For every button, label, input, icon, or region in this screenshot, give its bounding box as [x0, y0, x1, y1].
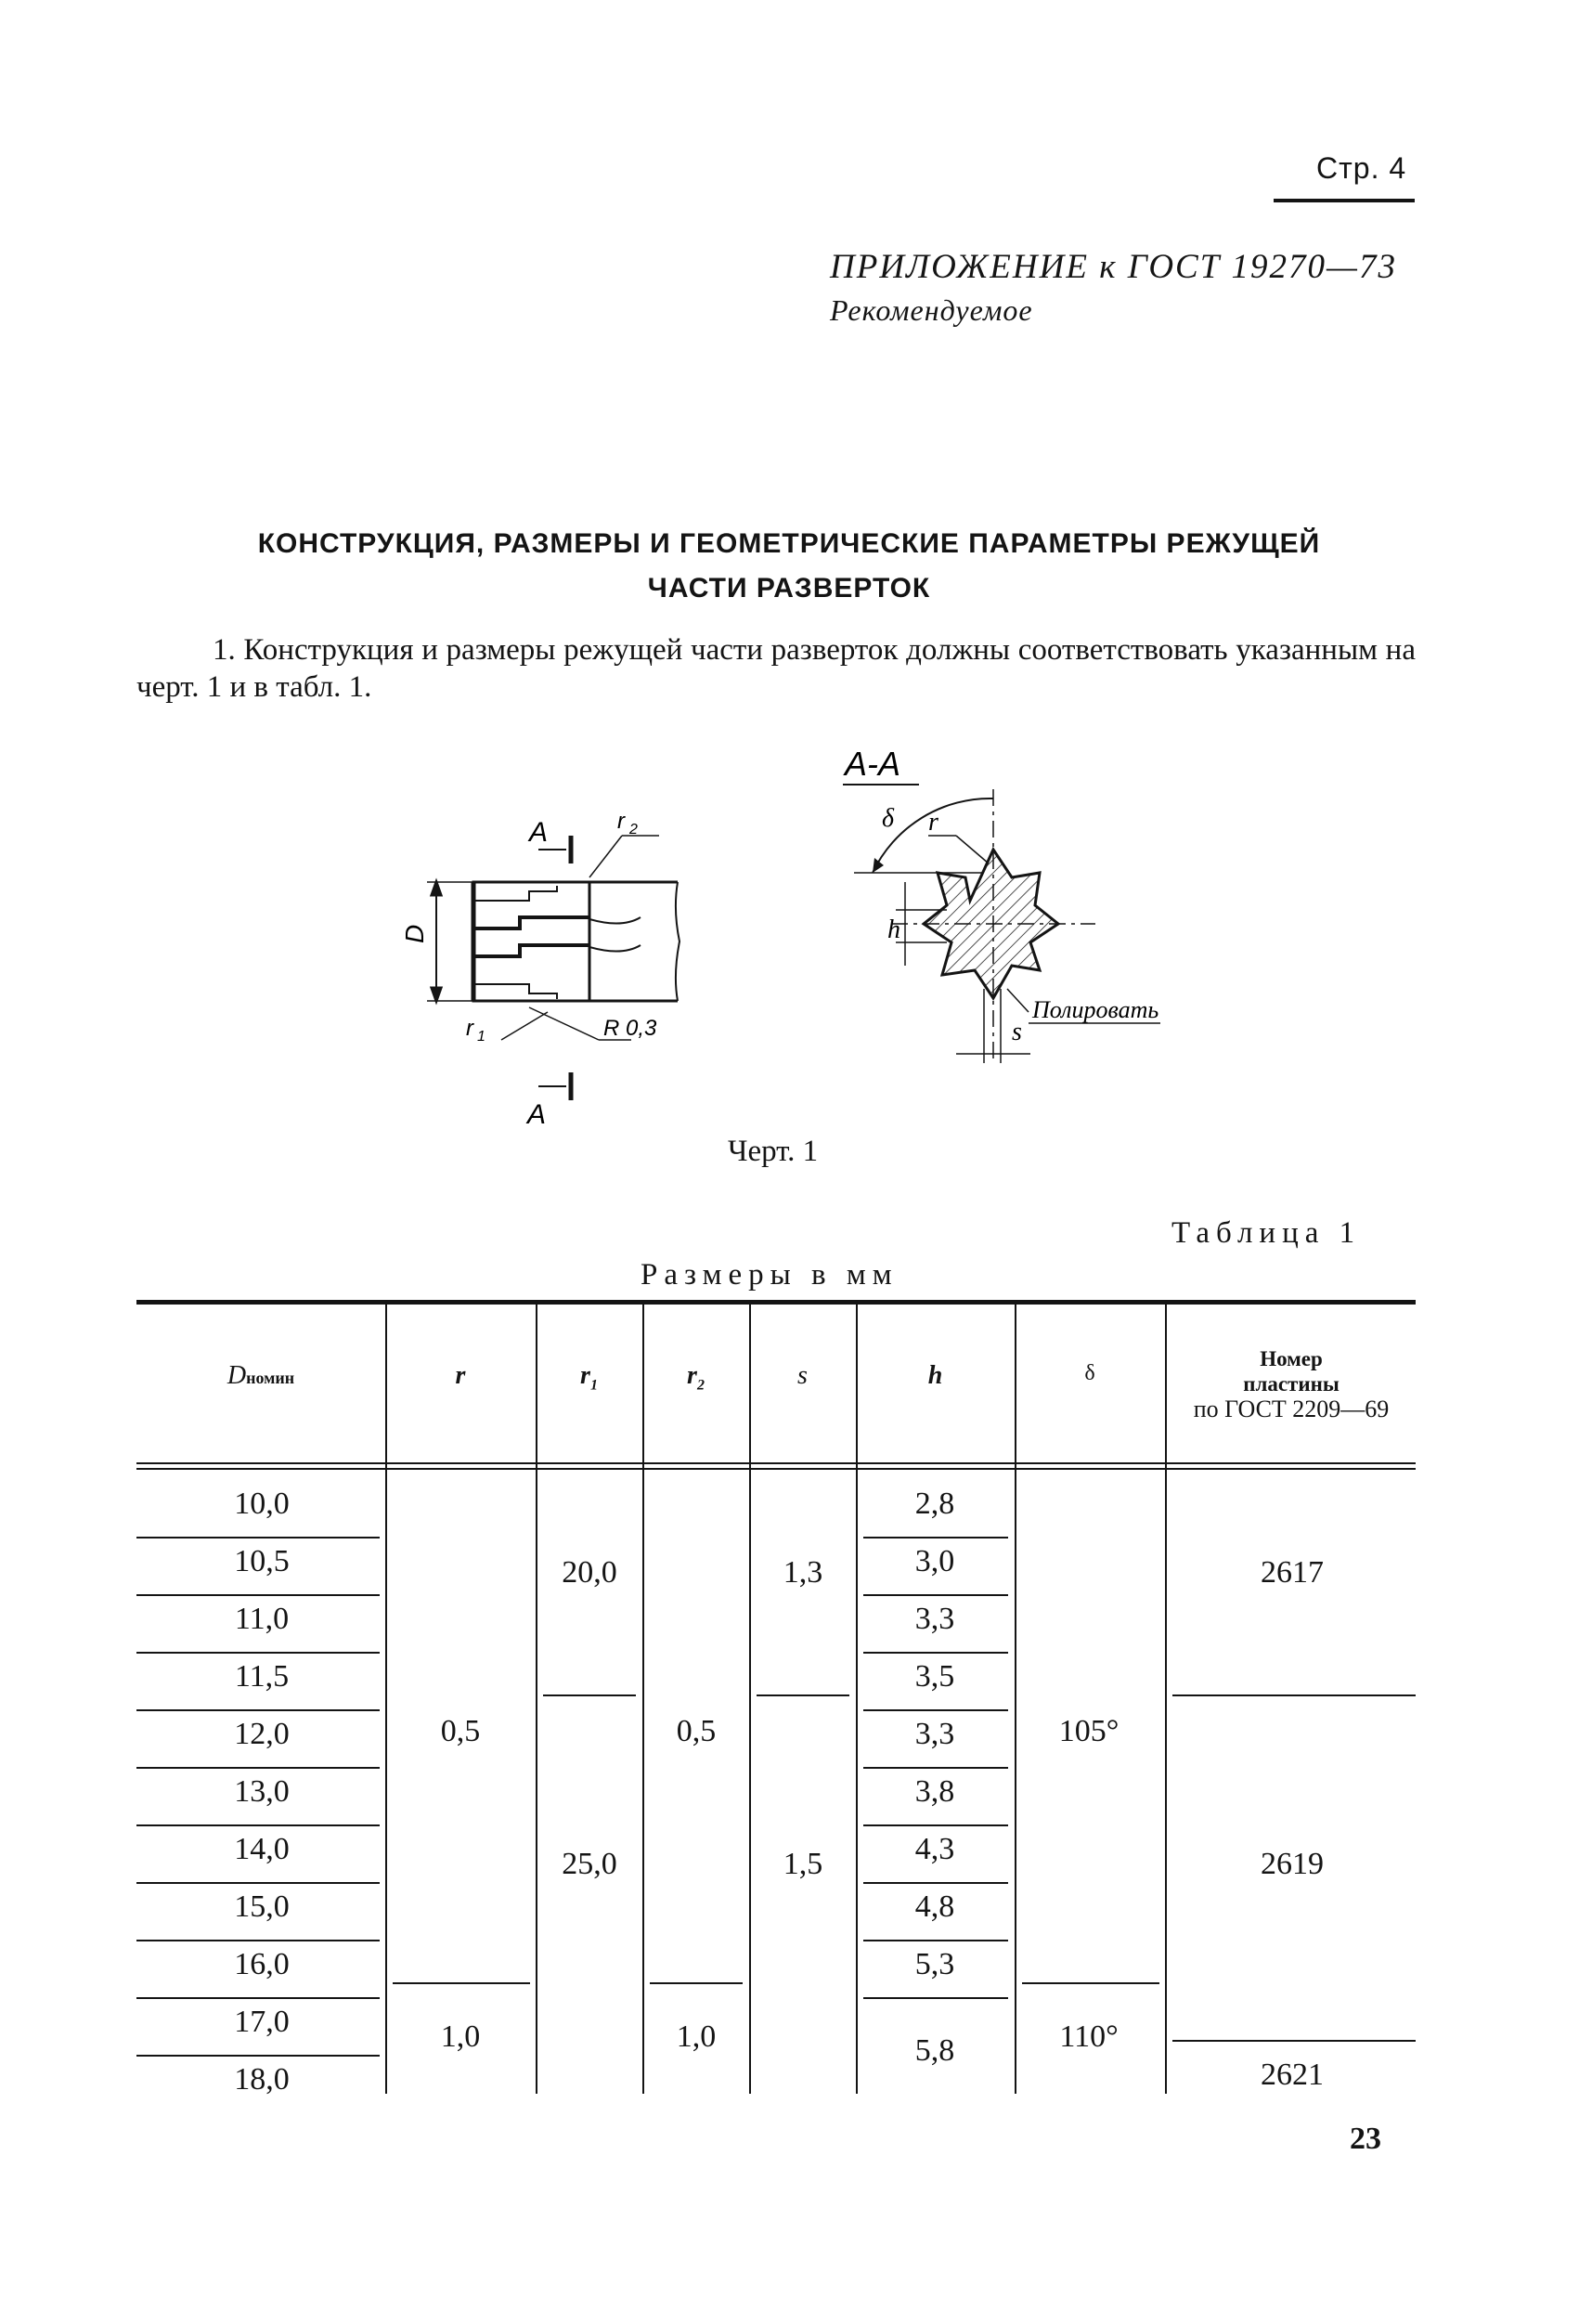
- row-rule: [863, 1767, 1008, 1769]
- label-h: h: [887, 915, 900, 944]
- h-value-cell: 3,3: [914, 1602, 955, 1636]
- h-value-cell: 5,8: [914, 2033, 955, 2068]
- r1-group-2: 25,0: [562, 1847, 617, 1881]
- group-rule-plate: [1172, 1694, 1416, 1696]
- column-divider: [1015, 1305, 1016, 2094]
- section-title-line-1: КОНСТРУКЦИЯ, РАЗМЕРЫ И ГЕОМЕТРИЧЕСКИЕ ПАРАМЕТРЫ РЕЖУЩЕЙ: [257, 528, 1321, 559]
- page-number-rule: [1274, 199, 1415, 202]
- page-number: Стр. 4: [1316, 151, 1407, 185]
- plate-group-3: 2621: [1261, 2058, 1324, 2092]
- header-plate-line-3: по ГОСТ 2209—69: [1193, 1396, 1390, 1422]
- table-units: Размеры в мм: [641, 1258, 899, 1292]
- d-value-cell: 16,0: [234, 1947, 290, 1981]
- header-r1: [536, 1361, 642, 1395]
- d-value-cell: 10,5: [234, 1544, 290, 1578]
- column-divider: [536, 1305, 537, 2094]
- d-value-cell: 11,5: [234, 1659, 290, 1694]
- s-group-1: 1,3: [783, 1555, 823, 1590]
- group-rule-s: [757, 1694, 849, 1696]
- row-rule: [863, 1882, 1008, 1884]
- group-rule-delta: [1022, 1982, 1159, 1984]
- d-value-cell: 18,0: [234, 2062, 290, 2097]
- header-plate-line-1: Номер: [1260, 1347, 1323, 1370]
- delta-group-1: 105°: [1058, 1714, 1120, 1748]
- h-value-cell: 2,8: [914, 1487, 955, 1521]
- delta-group-2: 110°: [1059, 2019, 1119, 2054]
- header-delta: δ: [1084, 1361, 1095, 1385]
- r-group-1: 0,5: [440, 1714, 481, 1748]
- d-value-cell: 17,0: [234, 2005, 290, 2039]
- label-section-a-top: A: [529, 817, 549, 848]
- section-title: [149, 522, 1430, 611]
- d-value-cell: 10,0: [234, 1487, 290, 1521]
- s-group-2: 1,5: [783, 1847, 823, 1881]
- row-rule: [863, 1652, 1008, 1654]
- row-rule: [136, 1652, 380, 1654]
- header-s: s: [797, 1361, 808, 1390]
- section-title-line-2: ЧАСТИ РАЗВЕРТОК: [647, 573, 931, 604]
- row-rule: [863, 1537, 1008, 1539]
- header-r2: [642, 1361, 749, 1395]
- header-rule-1: [136, 1462, 1416, 1464]
- row-rule: [136, 1537, 380, 1539]
- row-rule: [136, 1882, 380, 1884]
- column-divider: [749, 1305, 751, 2094]
- h-value-cell: 4,3: [914, 1832, 955, 1866]
- header-rule-2: [136, 1468, 1416, 1470]
- reamer-side-view-drawing: [381, 789, 752, 1142]
- header-r1-sub: 1: [589, 1377, 598, 1394]
- row-rule: [136, 1767, 380, 1769]
- header-d-sub: номин: [246, 1369, 295, 1387]
- row-rule: [136, 1824, 380, 1826]
- plate-group-1: 2617: [1261, 1555, 1324, 1590]
- label-polish: Полировать: [1032, 996, 1159, 1023]
- header-d-main: D: [226, 1361, 247, 1390]
- column-divider: [856, 1305, 858, 2094]
- header-r2-sub: 2: [696, 1377, 705, 1394]
- row-rule: [136, 2055, 380, 2057]
- row-rule: [136, 1940, 380, 1941]
- h-value-cell: 3,3: [914, 1717, 955, 1751]
- label-r: r: [466, 1016, 473, 1041]
- d-value-cell: 13,0: [234, 1774, 290, 1809]
- d-value-cell: 11,0: [234, 1602, 290, 1636]
- row-rule: [863, 1940, 1008, 1941]
- label-d: D: [400, 924, 429, 943]
- body-paragraph: 1. Конструкция и размеры режущей части разверток должны соответствовать указанным на черт. 1 и в табл. 1.: [136, 633, 1416, 704]
- header-h: h: [927, 1361, 943, 1390]
- figure-caption: Черт. 1: [728, 1135, 819, 1168]
- r1-group-1: 20,0: [562, 1555, 617, 1590]
- header-r: r: [455, 1361, 466, 1390]
- d-value-cell: 12,0: [234, 1717, 290, 1751]
- row-rule: [136, 1594, 380, 1596]
- row-rule: [863, 1594, 1008, 1596]
- column-divider: [1165, 1305, 1167, 2094]
- header-plate-number: [1167, 1346, 1416, 1422]
- h-value-cell: 4,8: [914, 1889, 955, 1924]
- d-value-cell: 14,0: [234, 1832, 290, 1866]
- r2-group-1: 0,5: [676, 1714, 717, 1748]
- h-value-cell: 5,3: [914, 1947, 955, 1981]
- header-r1-main: r: [580, 1361, 590, 1390]
- group-rule-r1: [543, 1694, 636, 1696]
- label-r: r: [928, 808, 938, 837]
- label-section-a-bottom: A: [527, 1099, 547, 1130]
- group-rule-r2: [650, 1982, 743, 1984]
- row-rule: [136, 1709, 380, 1711]
- column-divider: [385, 1305, 387, 2094]
- header-plate-line-2: пластины: [1243, 1372, 1340, 1396]
- appendix-subtitle: Рекомендуемое: [830, 293, 1033, 327]
- header-d-nominal: [136, 1361, 385, 1391]
- dimensions-table: [136, 1300, 1416, 2108]
- column-divider: [642, 1305, 644, 2094]
- folio: 23: [1350, 2122, 1381, 2156]
- row-rule: [863, 1997, 1008, 1999]
- appendix-title: ПРИЛОЖЕНИЕ к ГОСТ 19270—73: [830, 248, 1397, 286]
- reamer-cross-section-drawing: [817, 734, 1188, 1086]
- label-r-sub: 1: [477, 1029, 485, 1045]
- table-label: Таблица 1: [1171, 1216, 1362, 1250]
- table-top-rule: [136, 1300, 1416, 1305]
- row-rule: [863, 1824, 1008, 1826]
- r2-group-2: 1,0: [676, 2019, 717, 2054]
- plate-group-2: 2619: [1261, 1847, 1324, 1881]
- row-rule: [136, 1997, 380, 1999]
- label-delta: δ: [882, 804, 895, 833]
- label-section-aa: A-A: [845, 745, 901, 783]
- row-rule: [863, 1709, 1008, 1711]
- header-r2-main: r: [687, 1361, 697, 1390]
- group-rule-plate-2: [1172, 2040, 1416, 2042]
- group-rule-r: [393, 1982, 530, 1984]
- label-s: s: [1012, 1018, 1022, 1046]
- r-group-2: 1,0: [440, 2019, 481, 2054]
- h-value-cell: 3,0: [914, 1544, 955, 1578]
- d-value-cell: 15,0: [234, 1889, 290, 1924]
- label-radius: R 0,3: [603, 1016, 657, 1041]
- label-r: r: [617, 809, 625, 834]
- label-r-sub: 2: [629, 822, 638, 837]
- h-value-cell: 3,5: [914, 1659, 955, 1694]
- h-value-cell: 3,8: [914, 1774, 955, 1809]
